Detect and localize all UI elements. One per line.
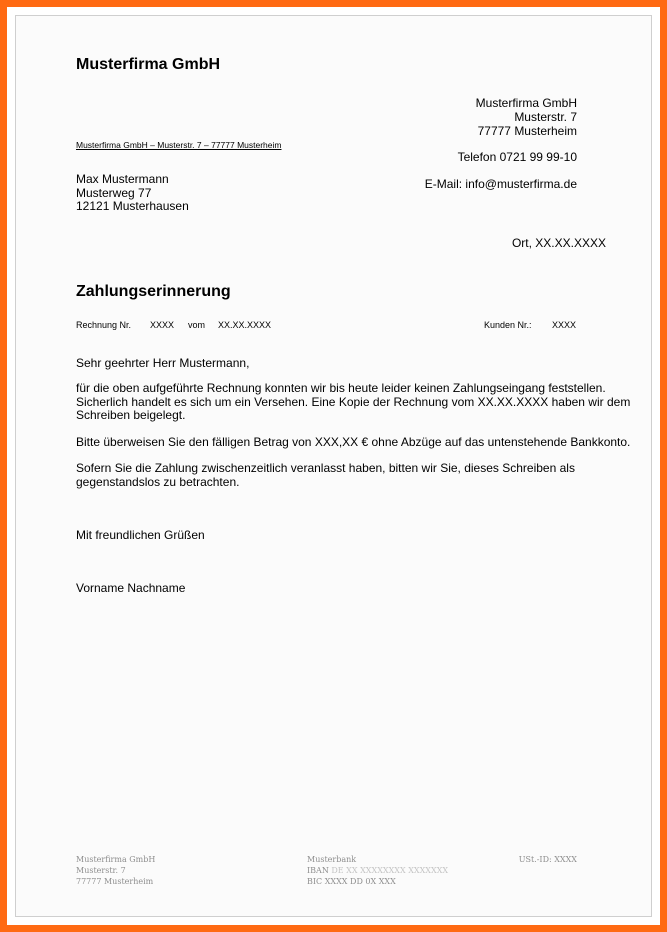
sender-address [476, 96, 577, 138]
recipient-name: Max Mustermann [76, 172, 169, 186]
footer-company-column [76, 854, 155, 887]
sender-email: E-Mail: info@musterfirma.de [424, 177, 577, 191]
letterhead-company-name: Musterfirma GmbH [76, 56, 221, 73]
body-paragraph-3: Sofern Sie die Zahlung zwischenzeitlich veranlasst haben, bitten wir Sie, dieses Schreiben als gegenstandslos zu betrachten. [76, 461, 575, 489]
body-paragraph-1: für die oben aufgeführte Rechnung konnten wir bis heute leider keinen Zahlungseingang feststellen. Sicherlich handelt es sich um ein Versehen. Eine Kopie der Rechnung vom XX.XX.XXXX haben wir dem Schreiben beigelegt. [76, 381, 631, 422]
footer-iban-label: IBAN [307, 866, 329, 875]
footer-iban-line [307, 865, 448, 876]
invoice-number-label: Rechnung Nr. [76, 320, 132, 330]
recipient-address [76, 173, 189, 214]
letter-page [7, 7, 660, 925]
salutation: Sehr geehrter Herr Mustermann, [76, 356, 250, 370]
invoice-date-value: XX.XX.XXXX [218, 320, 272, 330]
invoice-number-value: XXXX [150, 320, 175, 330]
footer-iban-value: DE XX XXXXXXXX XXXXXXX [331, 866, 449, 875]
letter-subject: Zahlungserinnerung [76, 283, 231, 300]
page-border [15, 15, 652, 917]
footer-company-city: 77777 Musterheim [76, 877, 154, 886]
customer-number-label: Kunden Nr.: [484, 320, 532, 330]
sender-city: 77777 Musterheim [477, 124, 577, 138]
customer-number-value: XXXX [552, 320, 577, 330]
footer-tax-id: USt.-ID: XXXX [518, 855, 577, 864]
recipient-street: Musterweg 77 [76, 185, 152, 200]
signature-name: Vorname Nachname [76, 581, 186, 595]
sender-name: Musterfirma GmbH [475, 96, 577, 110]
body-paragraph-2: Bitte überweisen Sie den fälligen Betrag von XXX,XX € ohne Abzüge auf das untenstehende Bankkonto. [76, 435, 631, 449]
sender-street: Musterstr. 7 [514, 110, 577, 124]
footer-bank-name: Musterbank [307, 855, 357, 864]
return-address-line: Musterfirma GmbH – Musterstr. 7 – 77777 Musterheim [76, 140, 282, 150]
invoice-date-label: vom [188, 320, 206, 330]
footer-bic: BIC XXXX DD 0X XXX [307, 877, 396, 886]
footer-company-name: Musterfirma GmbH [76, 855, 156, 864]
footer-bank-column [307, 854, 448, 887]
closing-greeting: Mit freundlichen Grüßen [76, 528, 205, 542]
sender-phone: Telefon 0721 99 99-10 [457, 150, 577, 164]
footer-company-street: Musterstr. 7 [76, 866, 126, 875]
place-date-line: Ort, XX.XX.XXXX [511, 236, 606, 250]
recipient-city: 12121 Musterhausen [76, 199, 189, 213]
